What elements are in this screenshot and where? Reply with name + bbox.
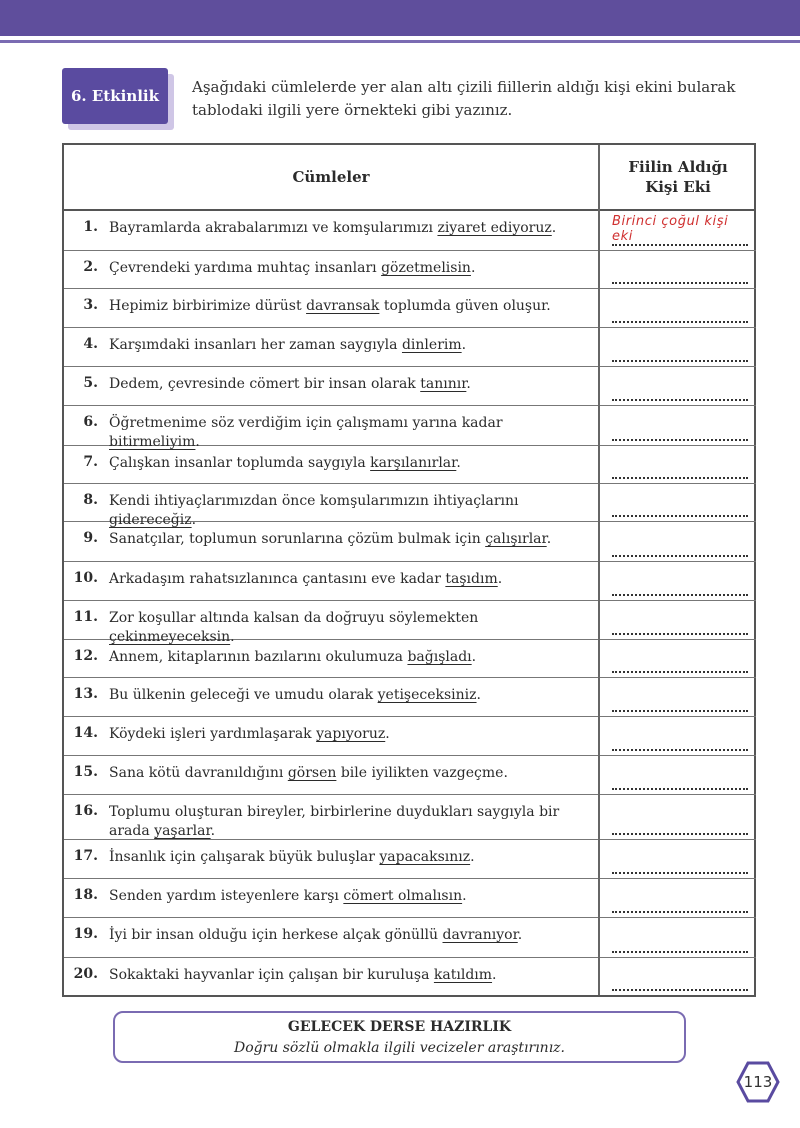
row-sentence xyxy=(109,725,589,744)
column-divider xyxy=(598,145,600,995)
underlined-verb: gözetmelisin xyxy=(381,260,471,276)
sentence-text: Öğretmenime söz verdiğim için çalışmamı yarına kadar xyxy=(109,415,503,431)
sentence-text: Arkadaşım rahatsızlanınca çantasını eve kadar xyxy=(109,571,446,587)
sentence-text: Toplumu oluşturan bireyler, birbirlerine duydukları saygıyla bir arada xyxy=(109,804,560,839)
answer-dotted-line[interactable] xyxy=(612,397,748,401)
sentence-text: Hepimiz birbirimize dürüst xyxy=(109,298,307,314)
underlined-verb: çekinmeyeceksin xyxy=(109,629,231,645)
table-row xyxy=(64,756,756,795)
row-sentence xyxy=(109,848,589,867)
answer-dotted-line[interactable] xyxy=(612,909,748,913)
sentence-text: Zor koşullar altında kalsan da doğruyu söylemekten xyxy=(109,610,479,626)
underlined-verb: ziyaret ediyoruz xyxy=(437,220,552,236)
table-row xyxy=(64,446,756,484)
table-row xyxy=(64,678,756,717)
underlined-verb: gidereceğiz xyxy=(109,512,192,528)
row-number: 18. xyxy=(73,887,98,903)
answer-dotted-line[interactable] xyxy=(612,870,748,874)
sentence-text: Bu ülkenin geleceği ve umudu olarak xyxy=(109,687,378,703)
table-row xyxy=(64,406,756,450)
row-number: 1. xyxy=(83,219,98,235)
underlined-verb: taşıdım xyxy=(445,571,498,587)
row-number: 9. xyxy=(83,530,98,546)
sentence-text: . xyxy=(492,967,497,983)
row-number: 8. xyxy=(83,492,98,508)
row-number: 11. xyxy=(73,609,98,625)
table-row xyxy=(64,484,756,528)
sentence-text: toplumda güven oluşur. xyxy=(379,298,551,314)
table-row xyxy=(64,251,756,289)
exercise-table xyxy=(62,143,756,997)
sentence-text: . xyxy=(456,455,461,471)
underlined-verb: yapacaksınız xyxy=(379,849,471,865)
sentence-text: . xyxy=(476,687,481,703)
row-sentence xyxy=(109,336,589,355)
table-row xyxy=(64,367,756,406)
page-number-badge xyxy=(736,1060,780,1104)
row-sentence xyxy=(109,530,589,549)
sentence-text: Annem, kitaplarının bazılarını okulumuza xyxy=(109,649,408,665)
table-row xyxy=(64,289,756,328)
header-suffix-line1: Fiilin Aldığı xyxy=(628,158,728,176)
sentence-text: Sana kötü davranıldığını xyxy=(109,765,288,781)
row-sentence xyxy=(109,764,589,783)
sentence-text: . xyxy=(210,823,216,839)
table-row xyxy=(64,522,756,562)
sentence-text: Kendi ihtiyaçlarımızdan önce komşularımızın ihtiyaçlarını xyxy=(109,493,519,509)
table-row xyxy=(64,795,756,840)
row-number: 12. xyxy=(73,648,98,664)
sentence-text: . xyxy=(517,927,523,943)
table-row xyxy=(64,958,756,995)
answer-dotted-line[interactable] xyxy=(612,987,748,991)
underlined-verb: dinlerim xyxy=(401,337,462,353)
row-sentence xyxy=(109,926,589,945)
underlined-verb: çalışırlar xyxy=(485,531,547,547)
table-row xyxy=(64,879,756,918)
sentence-text: Karşımdaki insanları her zaman saygıyla xyxy=(109,337,402,353)
row-number: 14. xyxy=(73,725,98,741)
table-header xyxy=(64,145,756,211)
row-sentence xyxy=(109,259,589,278)
row-number: 19. xyxy=(73,926,98,942)
row-number: 6. xyxy=(83,414,98,430)
sentence-text: . xyxy=(195,434,200,450)
row-sentence xyxy=(109,966,589,985)
row-number: 2. xyxy=(83,259,98,275)
table-row xyxy=(64,640,756,678)
underlined-verb: yetişeceksiniz xyxy=(377,687,477,703)
answer-dotted-line[interactable] xyxy=(612,592,748,596)
sentence-text: . xyxy=(230,629,235,645)
underlined-verb: davransak xyxy=(306,298,380,314)
underlined-verb: davranıyor xyxy=(442,927,518,943)
table-row xyxy=(64,918,756,958)
answer-dotted-line[interactable] xyxy=(612,631,748,635)
answer-dotted-line[interactable] xyxy=(612,553,748,557)
table-row xyxy=(64,840,756,879)
underlined-verb: tanınır xyxy=(420,376,467,392)
sentence-text: . xyxy=(191,512,197,528)
sentence-text: bile iyilikten vazgeçme. xyxy=(336,765,508,781)
row-sentence xyxy=(109,570,589,589)
table-row xyxy=(64,717,756,756)
header-suffix xyxy=(600,145,756,209)
underlined-verb: bağışladı xyxy=(407,649,472,665)
row-number: 16. xyxy=(73,803,98,819)
sentence-text: . xyxy=(551,220,557,236)
answer-dotted-line[interactable] xyxy=(612,949,748,953)
underlined-verb: yaşarlar xyxy=(154,823,211,839)
answer-dotted-line[interactable] xyxy=(612,437,748,441)
sentence-text: . xyxy=(470,260,476,276)
row-sentence xyxy=(109,686,589,705)
answer-dotted-line[interactable] xyxy=(612,708,748,712)
row-number: 5. xyxy=(83,375,98,391)
underlined-verb: karşılanırlar xyxy=(370,455,457,471)
sentence-text: . xyxy=(466,376,471,392)
answer-dotted-line[interactable] xyxy=(612,319,748,323)
table-row xyxy=(64,601,756,645)
underlined-verb: görsen xyxy=(287,765,337,781)
answer-dotted-line[interactable] xyxy=(612,242,748,246)
answer-dotted-line[interactable] xyxy=(612,831,748,835)
row-sentence xyxy=(109,375,589,394)
top-color-band xyxy=(0,0,800,36)
row-number: 17. xyxy=(73,848,98,864)
underlined-verb: bitirmeliyim xyxy=(109,434,196,450)
answer-dotted-line[interactable] xyxy=(612,475,748,479)
answer-dotted-line[interactable] xyxy=(612,280,748,284)
row-sentence xyxy=(109,648,589,667)
activity-badge: 6. Etkinlik xyxy=(62,68,168,124)
sentence-text: . xyxy=(385,726,390,742)
row-sentence xyxy=(109,887,589,906)
sentence-text: . xyxy=(471,649,477,665)
activity-instruction: Aşağıdaki cümlelerde yer alan altı çizili fiillerin aldığı kişi ekini bularak tablodaki ilgili yere örnekteki gibi yazınız. xyxy=(192,78,736,119)
row-number: 10. xyxy=(73,570,98,586)
sentence-text: Çevrendeki yardıma muhtaç insanları xyxy=(109,260,382,276)
sentence-text: İnsanlık için çalışarak büyük buluşlar xyxy=(109,849,380,865)
sentence-text: . xyxy=(546,531,552,547)
row-number: 7. xyxy=(83,454,98,470)
top-divider-line xyxy=(0,40,800,43)
sentence-text: Köydeki işleri yardımlaşarak xyxy=(109,726,317,742)
row-number: 3. xyxy=(83,297,98,313)
sentence-text: . xyxy=(461,337,467,353)
table-row xyxy=(64,562,756,601)
row-number: 4. xyxy=(83,336,98,352)
table-row xyxy=(64,328,756,367)
table-row xyxy=(64,211,756,251)
row-number: 20. xyxy=(73,966,98,982)
sentence-text: . xyxy=(470,849,475,865)
row-sentence xyxy=(109,803,589,841)
page-number: 113 xyxy=(743,1073,773,1091)
header-suffix-line2: Kişi Eki xyxy=(645,178,711,196)
sentence-text: . xyxy=(462,888,467,904)
answer-dotted-line[interactable] xyxy=(612,669,748,673)
row-number: 15. xyxy=(73,764,98,780)
underlined-verb: yapıyoruz xyxy=(316,726,386,742)
row-sentence xyxy=(109,219,589,238)
next-lesson-box xyxy=(113,1011,686,1063)
answer-dotted-line[interactable] xyxy=(612,513,748,517)
next-lesson-title: GELECEK DERSE HAZIRLIK xyxy=(287,1019,512,1035)
row-sentence xyxy=(109,297,589,316)
underlined-verb: cömert olmalısın xyxy=(343,888,463,904)
sentence-text: Dedem, çevresinde cömert bir insan olarak xyxy=(109,376,421,392)
answer-text: Birinci çoğul kişi eki xyxy=(612,214,729,244)
sentence-text: . xyxy=(497,571,503,587)
sentence-text: Çalışkan insanlar toplumda saygıyla xyxy=(109,455,371,471)
answer-dotted-line[interactable] xyxy=(612,786,748,790)
sentence-text: Sanatçılar, toplumun sorunlarına çözüm bulmak için xyxy=(109,531,486,547)
answer-dotted-line[interactable] xyxy=(612,358,748,362)
underlined-verb: katıldım xyxy=(433,967,493,983)
sentence-text: İyi bir insan olduğu için herkese alçak gönüllü xyxy=(109,927,443,943)
sentence-text: Sokaktaki hayvanlar için çalışan bir kuruluşa xyxy=(109,967,434,983)
row-sentence xyxy=(109,454,589,473)
answer-dotted-line[interactable] xyxy=(612,747,748,751)
header-sentences: Cümleler xyxy=(292,168,370,186)
sentence-text: Bayramlarda akrabalarımızı ve komşularımızı xyxy=(109,220,438,236)
row-number: 13. xyxy=(73,686,98,702)
sentence-text: Senden yardım isteyenlere karşı xyxy=(109,888,344,904)
next-lesson-text: Doğru sözlü olmakla ilgili vecizeler araştırınız. xyxy=(233,1040,566,1056)
